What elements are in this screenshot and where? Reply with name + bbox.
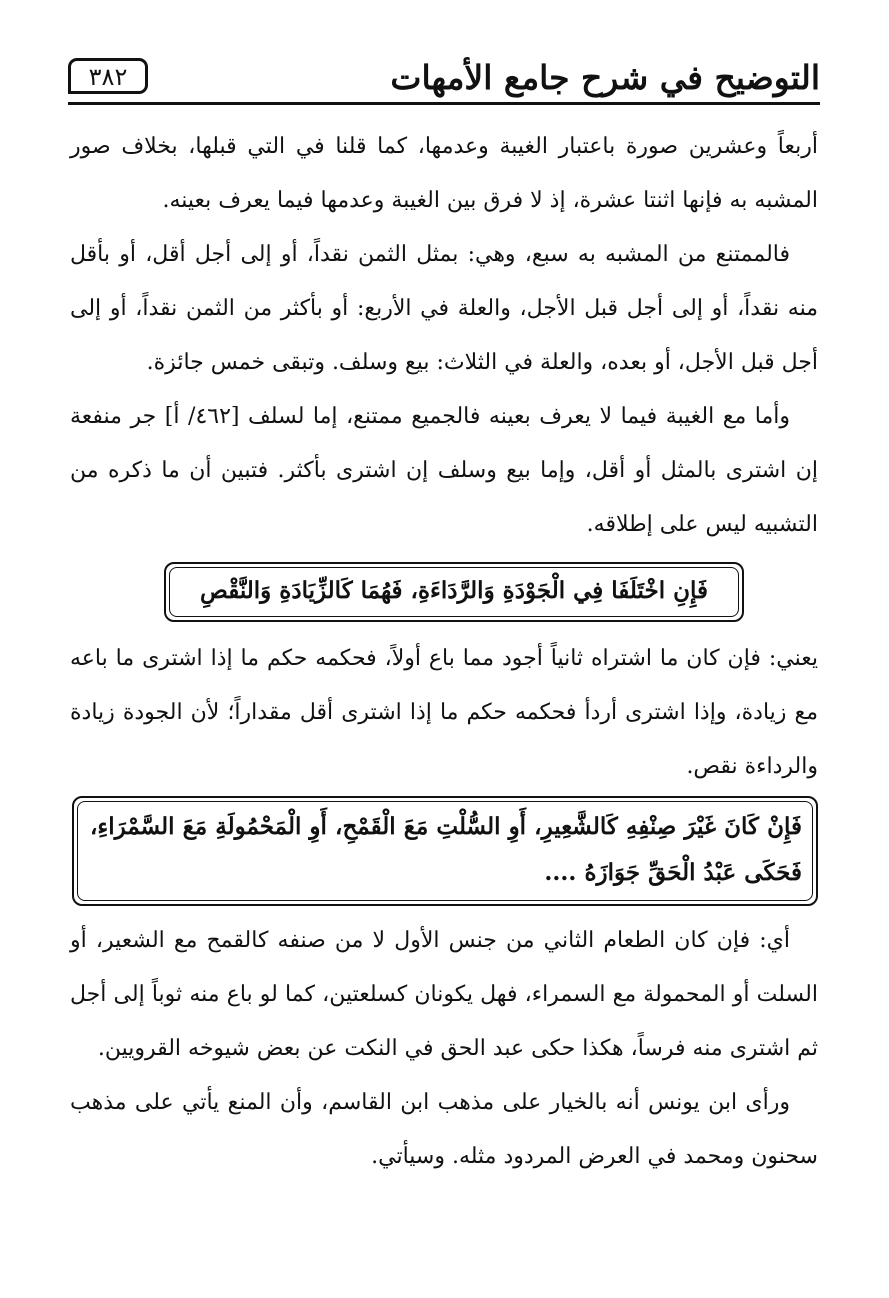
paragraph-3: وأما مع الغيبة فيما لا يعرف بعينه فالجميع ممتنع، إما لسلف [٤٦٢/ أ] جر منفعة إن اشترى بالمثل أو أقل، وإما بيع وسلف إن اشترى بأكثر. فتبين أن ما ذكره من التشبيه ليس على إطلاقه. [70,404,818,537]
paragraph-6: ورأى ابن يونس أنه بالخيار على مذهب ابن القاسم، وأن المنع يأتي على مذهب سحنون ومحمد في العرض المردود مثله. وسيأتي. [70,1090,818,1169]
paragraph-5: أي: فإن كان الطعام الثاني من جنس الأول لا من صنفه كالقمح مع الشعير، أو السلت أو المحمولة مع السمراء، فهل يكونان كسلعتين، كما لو باع منه ثوباً إلى أجل ثم اشترى منه فرساً، هكذا حكى عبد الحق في النكت عن بعض شيوخه القرويين. [70,928,818,1061]
paragraph-2: فالممتنع من المشبه به سبع، وهي: بمثل الثمن نقداً، أو إلى أجل أقل، أو بأقل منه نقداً، أو إلى أجل قبل الأجل، والعلة في الأربع: أو بأكثر من الثمن نقداً، أو إلى أجل قبل الأجل، أو بعده، والعلة في الثلاث: بيع وسلف. وتبقى خمس جائزة. [70,242,818,375]
matn-text-2: فَإِنْ كَانَ غَيْرَ صِنْفِهِ كَالشَّعِيرِ، أَوِ السُّلْتِ مَعَ الْقَمْحِ، أَوِ الْمَحْمُولَةِ مَعَ السَّمْرَاءِ، فَحَكَى عَبْدُ الْحَقِّ جَوَازَهُ .... [90,813,802,886]
matn-text-1: فَإِنِ اخْتَلَفَا فِي الْجَوْدَةِ وَالرَّدَاءَةِ، فَهُمَا كَالزِّيَادَةِ وَالنَّقْصِ [200,577,708,604]
paragraph-4: يعني: فإن كان ما اشتراه ثانياً أجود مما باع أولاً، فحكمه حكم ما إذا اشترى ما باعه مع زيادة، وإذا اشترى أردأ فحكمه حكم ما إذا اشترى أقل مقداراً؛ لأن الجودة زيادة والرداءة نقص. [70,646,818,779]
page-header [68,52,820,108]
page-number: ٣٨٢ [88,63,128,91]
book-title: التوضيح في شرح جامع الأمهات [390,58,820,97]
paragraph-1: أربعاً وعشرين صورة باعتبار الغيبة وعدمها، كما قلنا في التي قبلها، بخلاف صور المشبه به فإنها اثنتا عشرة، إذ لا فرق بين الغيبة وعدمها فيما يعرف بعينه. [70,134,818,213]
header-rule [68,102,820,105]
page-number-frame [68,58,148,94]
